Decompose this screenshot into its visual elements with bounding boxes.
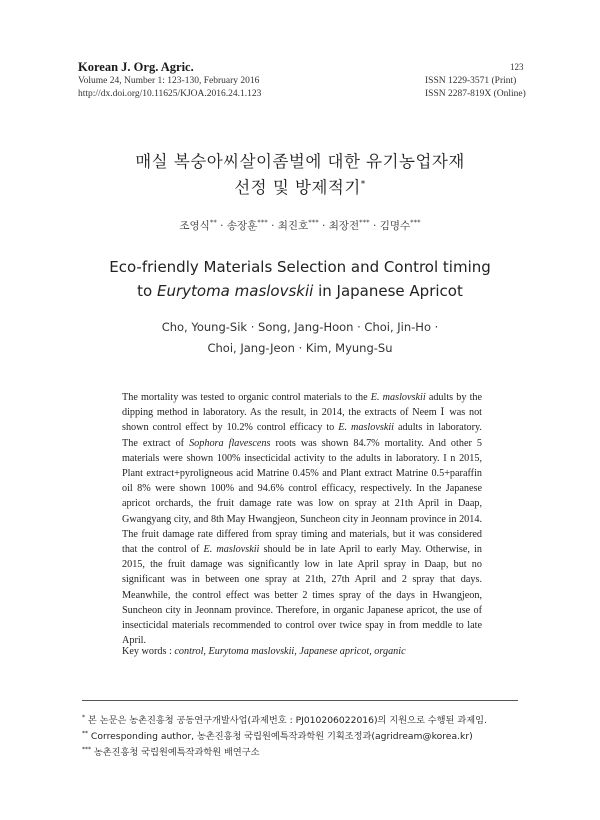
abstract-text: The mortality was tested to organic control materials to the	[122, 392, 371, 403]
footnote-mark: **	[82, 729, 88, 737]
korean-author-name: 조영식	[179, 220, 210, 232]
footnote-text: 본 논문은 농촌진흥청 공동연구개발사업(과제번호 : PJ010206022016)의 지원으로 수행된 과제임.	[85, 715, 487, 726]
species-name: E. maslovskii	[338, 422, 395, 434]
english-authors-line-1: Cho, Young-Sik · Song, Jang-Hoon · Choi, Jin-Ho ·	[161, 320, 439, 334]
doi-link[interactable]: http://dx.doi.org/10.11625/KJOA.2016.24.1.123	[78, 89, 262, 99]
footnote-affiliation	[82, 744, 260, 758]
footnote-divider	[82, 700, 518, 701]
author-affiliation-mark: ***	[257, 218, 268, 227]
korean-title-text: 선정 및 방제적기	[234, 178, 361, 197]
korean-author-list	[0, 218, 600, 233]
footnote-mark: ***	[82, 745, 91, 753]
species-name: Sophora flavescens	[189, 437, 271, 449]
species-name: E. maslovskii	[370, 392, 426, 403]
korean-author-name: 최장전	[328, 220, 360, 232]
author-affiliation-mark: ***	[359, 218, 370, 227]
abstract-text: adults in laboratory. The extract of	[122, 422, 482, 449]
korean-author-name: 김명수	[379, 220, 411, 232]
title-footnote-mark: *	[360, 179, 366, 190]
footnote-mark: *	[82, 713, 85, 721]
korean-title-line-1: 매실 복숭아씨살이좀벌에 대한 유기농업자재	[135, 152, 465, 171]
abstract-text: adults by the dipping method in laboratory. As the result, in 2014, the extracts of Neem Ⅰ was not shown control effect by 10.2% control efficacy to	[122, 392, 483, 434]
journal-name: Korean J. Org. Agric.	[78, 60, 194, 74]
species-name: E. maslovskii	[203, 544, 260, 556]
author-affiliation-mark: **	[209, 218, 217, 227]
page-number: 123	[510, 62, 524, 72]
author-affiliation-mark: ***	[410, 218, 421, 227]
footnote-text: 농촌진흥청 국립원예특작과학원 배연구소	[91, 747, 260, 758]
issn-online: ISSN 2287-819X (Online)	[425, 89, 526, 99]
footnote-funding	[82, 712, 487, 726]
volume-line: Volume 24, Number 1: 123-130, February 2016	[78, 76, 260, 86]
footnote-text: Corresponding author, 농촌진흥청 국립원예특작과학원 기획조정과(agridream@korea.kr)	[88, 731, 473, 742]
english-title-line-1: Eco-friendly Materials Selection and Control timing	[109, 258, 491, 276]
english-title-species: Eurytoma maslovskii	[156, 282, 314, 300]
author-separator: ·	[267, 220, 278, 232]
keywords	[122, 646, 406, 657]
english-authors-line-2: Choi, Jang-Jeon · Kim, Myung-Su	[207, 341, 393, 355]
author-affiliation-mark: ***	[308, 218, 319, 227]
abstract-paragraph	[122, 390, 482, 648]
author-separator: ·	[216, 220, 227, 232]
korean-author-name: 송장훈	[226, 220, 258, 232]
keywords-label: Key words :	[122, 646, 175, 657]
author-separator: ·	[318, 220, 329, 232]
english-title-pre: to	[137, 282, 157, 300]
issn-print: ISSN 1229-3571 (Print)	[425, 76, 517, 86]
english-title-line-2	[0, 282, 600, 300]
author-separator: ·	[369, 220, 380, 232]
abstract-text: roots was shown 84.7% mortality. And other 5 materials were shown 100% insecticidal activity to the adults in laboratory. I n 2015, Plant extract+pyroligneous acid Matrine 0.45% and Plant extract Matrine 0.5+paraffin oil 8% were shown 100% and 94.6% control efficacy, respectively. In the Japanese apricot orchards, the fruit damage rate was low on spray at 21th April in Daap, Gwangyang city, and 8th May Hwangjeon, Suncheon city in Jeonnam province in 2014. The fruit damage rate differed from spray timing and materials, but it was considered that the control of	[122, 437, 482, 556]
korean-title-line-2	[0, 174, 600, 198]
english-title-post: in Japanese Apricot	[313, 282, 463, 300]
keywords-values: control, Eurytoma maslovskii, Japanese apricot, organic	[174, 646, 406, 657]
footnote-corresponding	[82, 728, 473, 742]
abstract-text: should be in late April to early May. Otherwise, in 2015, the fruit damage was significantly low in late April spray in Daap, but no significant was in between one spray at 21th, 27th April and 2 spray that days. Meanwhile, the control effect was better 2 times spray of the days in Hwangjeon, Suncheon city in Jeonnam province. Therefore, in organic Japanese apricot, the use of insecticidal materials recommended to control over twice spay in from meddle to late April.	[122, 544, 482, 647]
korean-author-name: 최진호	[277, 220, 309, 232]
